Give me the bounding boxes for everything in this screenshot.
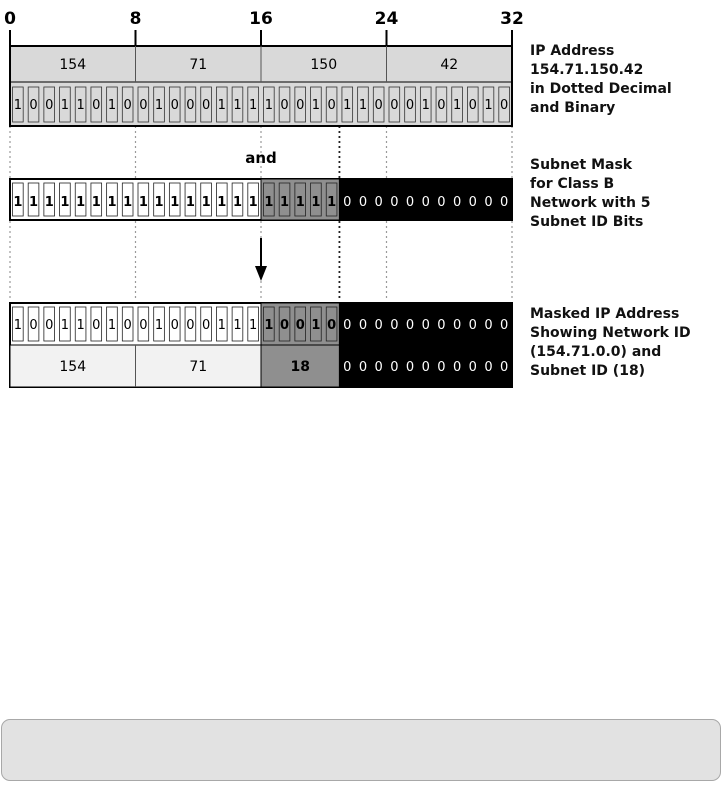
masked-bit-value: 1 bbox=[60, 318, 70, 333]
ip-octet-value: 154 bbox=[59, 57, 87, 73]
mask-bit-value: 0 bbox=[468, 195, 477, 210]
ip-bit-value: 0 bbox=[45, 98, 54, 113]
host-bit-value: 0 bbox=[468, 360, 477, 375]
ip-bit-value: 1 bbox=[264, 98, 273, 113]
network-octet-value: 154 bbox=[59, 359, 87, 375]
masked-bit-value: 0 bbox=[201, 318, 211, 333]
ip-bit-value: 0 bbox=[390, 98, 399, 113]
masked-bit-value: 0 bbox=[421, 318, 430, 333]
masked-bit-value: 0 bbox=[374, 318, 383, 333]
ip-address-register bbox=[10, 46, 512, 126]
masked-bit-value: 0 bbox=[468, 318, 477, 333]
mask-bit-value: 1 bbox=[170, 195, 180, 210]
ip-octet-value: 71 bbox=[189, 57, 208, 73]
mask-bit-value: 0 bbox=[484, 195, 493, 210]
mask-bit-value: 1 bbox=[44, 195, 54, 210]
masked-bit-value: 1 bbox=[264, 318, 274, 333]
mask-bit-value: 0 bbox=[437, 195, 446, 210]
masked-bit-value: 0 bbox=[500, 318, 509, 333]
ip-bit-value: 0 bbox=[327, 98, 336, 113]
ip-bit-value: 1 bbox=[13, 98, 22, 113]
host-bit-value: 0 bbox=[343, 360, 352, 375]
ip-bit-value: 0 bbox=[437, 98, 446, 113]
host-bit-value: 0 bbox=[374, 360, 383, 375]
masked-address-register bbox=[10, 303, 512, 387]
down-arrow-icon bbox=[255, 238, 267, 281]
masked-bit-value: 0 bbox=[139, 318, 148, 333]
masked-bit-value: 0 bbox=[123, 318, 132, 333]
masked-bit-value: 1 bbox=[154, 318, 164, 333]
mask-bit-value: 0 bbox=[358, 195, 368, 210]
masked-bit-value: 0 bbox=[170, 318, 179, 333]
mask-bit-value: 1 bbox=[107, 195, 117, 210]
mask-bit-value: 1 bbox=[91, 195, 101, 210]
masked-bit-value: 0 bbox=[45, 318, 54, 333]
masked-bit-value: 0 bbox=[358, 318, 368, 333]
masked-bit-value: 1 bbox=[107, 318, 117, 333]
masked-bit-value: 1 bbox=[249, 318, 258, 333]
mask-bit-value: 1 bbox=[295, 195, 305, 210]
ip-bit-value: 0 bbox=[374, 98, 383, 113]
mask-bit-value: 1 bbox=[13, 195, 23, 210]
mask-bit-value: 0 bbox=[421, 195, 430, 210]
axis-tick-label: 24 bbox=[374, 9, 399, 29]
subnet-id-value: 18 bbox=[290, 359, 310, 375]
ip-bit-value: 1 bbox=[107, 98, 117, 113]
mask-bit-value: 0 bbox=[374, 195, 383, 210]
mask-bit-value: 1 bbox=[232, 195, 242, 210]
masked-address-caption: Masked IP Address Showing Network ID (154.71.0.0) and Subnet ID (18) bbox=[530, 306, 691, 379]
host-bit-value: 0 bbox=[500, 360, 509, 375]
axis-tick-label: 0 bbox=[4, 9, 16, 29]
ip-bit-value: 1 bbox=[452, 98, 462, 113]
axis-tick-label: 8 bbox=[129, 9, 142, 29]
axis-tick-label: 16 bbox=[249, 9, 273, 29]
host-bit-value: 0 bbox=[484, 360, 493, 375]
masked-bit-value: 1 bbox=[233, 318, 242, 333]
mask-bit-value: 1 bbox=[280, 195, 290, 210]
host-bit-value: 0 bbox=[452, 360, 462, 375]
masked-bit-value: 1 bbox=[13, 318, 22, 333]
mask-bit-value: 1 bbox=[29, 195, 39, 210]
ip-bit-value: 0 bbox=[170, 98, 179, 113]
mask-bit-value: 1 bbox=[201, 195, 211, 210]
ip-bit-value: 1 bbox=[484, 98, 493, 113]
bit-position-axis bbox=[4, 9, 524, 46]
masked-bit-value: 0 bbox=[484, 318, 493, 333]
mask-bit-value: 1 bbox=[248, 195, 258, 210]
subnet-mask-caption: Subnet Mask for Class B Network with 5 Subnet ID Bits bbox=[530, 157, 651, 230]
ip-bit-value: 1 bbox=[76, 98, 85, 113]
masked-bit-value: 0 bbox=[295, 318, 305, 333]
masked-bit-value: 0 bbox=[327, 318, 337, 333]
ip-bit-value: 1 bbox=[60, 98, 70, 113]
ip-bit-value: 1 bbox=[154, 98, 164, 113]
masked-bit-value: 0 bbox=[343, 318, 352, 333]
masked-bit-value: 1 bbox=[76, 318, 85, 333]
mask-bit-value: 1 bbox=[138, 195, 148, 210]
ip-bit-value: 0 bbox=[139, 98, 148, 113]
masked-bit-value: 1 bbox=[217, 318, 226, 333]
ip-bit-value: 0 bbox=[186, 98, 195, 113]
network-octet-value: 71 bbox=[189, 359, 208, 375]
ip-bit-value: 0 bbox=[92, 98, 101, 113]
ip-bit-value: 1 bbox=[217, 98, 226, 113]
masked-bit-value: 0 bbox=[280, 318, 290, 333]
masked-bit-value: 0 bbox=[186, 318, 195, 333]
masked-bit-value: 1 bbox=[311, 318, 321, 333]
host-bit-value: 0 bbox=[358, 360, 368, 375]
mask-bit-value: 1 bbox=[217, 195, 227, 210]
ip-bit-value: 1 bbox=[233, 98, 242, 113]
mask-bit-value: 1 bbox=[154, 195, 164, 210]
host-bit-value: 0 bbox=[405, 360, 415, 375]
axis-tick-label: 32 bbox=[500, 9, 524, 29]
mask-bit-value: 1 bbox=[327, 195, 337, 210]
mask-bit-value: 0 bbox=[390, 195, 399, 210]
ip-octet-value: 42 bbox=[440, 57, 459, 73]
ip-bit-value: 0 bbox=[405, 98, 415, 113]
mask-bit-value: 1 bbox=[60, 195, 70, 210]
ip-bit-value: 0 bbox=[296, 98, 305, 113]
ip-bit-value: 0 bbox=[280, 98, 289, 113]
mask-bit-value: 0 bbox=[343, 195, 352, 210]
ip-bit-value: 1 bbox=[421, 98, 430, 113]
ip-address-caption: IP Address 154.71.150.42 in Dotted Decimal and Binary bbox=[530, 43, 672, 116]
mask-bit-value: 1 bbox=[264, 195, 274, 210]
ip-bit-value: 1 bbox=[343, 98, 352, 113]
ip-bit-value: 1 bbox=[249, 98, 258, 113]
masked-bit-value: 0 bbox=[405, 318, 415, 333]
masked-bit-value: 0 bbox=[92, 318, 101, 333]
mask-bit-value: 0 bbox=[500, 195, 509, 210]
ip-bit-value: 0 bbox=[468, 98, 477, 113]
host-bit-value: 0 bbox=[437, 360, 446, 375]
ip-bit-value: 1 bbox=[358, 98, 368, 113]
ip-bit-value: 0 bbox=[29, 98, 38, 113]
ip-octet-value: 150 bbox=[310, 57, 338, 73]
masked-bit-value: 0 bbox=[29, 318, 38, 333]
mask-bit-value: 1 bbox=[185, 195, 195, 210]
mask-bit-value: 1 bbox=[123, 195, 133, 210]
and-operator-label: and bbox=[245, 149, 277, 167]
mask-bit-value: 1 bbox=[76, 195, 86, 210]
host-bit-value: 0 bbox=[390, 360, 399, 375]
footer-panel bbox=[1, 719, 721, 781]
ip-bit-value: 0 bbox=[123, 98, 132, 113]
subnet-mask-register bbox=[10, 179, 512, 220]
mask-bit-value: 0 bbox=[452, 195, 462, 210]
masked-bit-value: 0 bbox=[437, 318, 446, 333]
mask-bit-value: 1 bbox=[311, 195, 321, 210]
ip-bit-value: 1 bbox=[311, 98, 321, 113]
masked-bit-value: 0 bbox=[390, 318, 399, 333]
mask-bit-value: 0 bbox=[405, 195, 415, 210]
ip-bit-value: 0 bbox=[201, 98, 211, 113]
masked-bit-value: 0 bbox=[452, 318, 462, 333]
host-bit-value: 0 bbox=[421, 360, 430, 375]
ip-bit-value: 0 bbox=[500, 98, 509, 113]
